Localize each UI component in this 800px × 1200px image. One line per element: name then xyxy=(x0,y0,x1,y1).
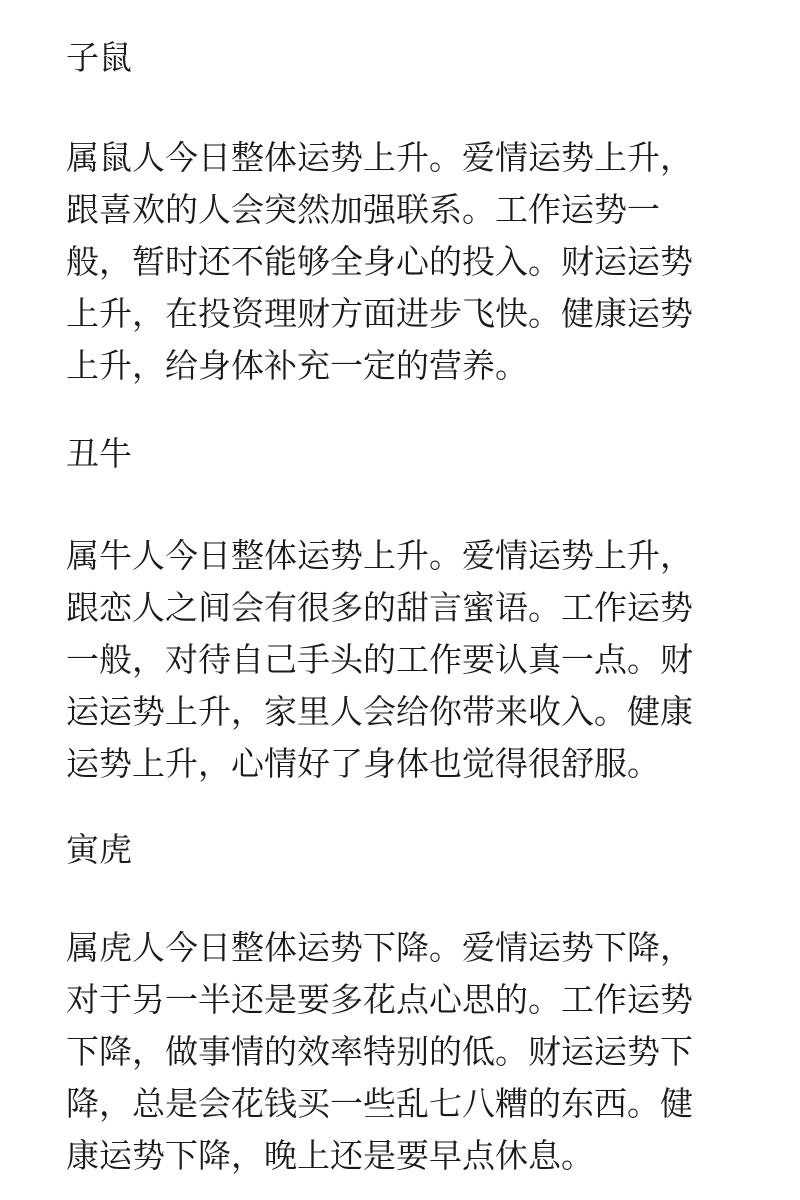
text-line: 般，暂时还不能够全身心的投入。财运运势 xyxy=(66,242,693,281)
text-line: 降，总是会花钱买一些乱七八糟的东西。健 xyxy=(66,1084,693,1123)
text-line: 下降，做事情的效率特别的低。财运运势下 xyxy=(66,1032,693,1071)
section-title-ox: 丑牛 xyxy=(66,434,132,473)
text-line: 跟喜欢的人会突然加强联系。工作运势一 xyxy=(66,190,660,229)
section-title-rat: 子鼠 xyxy=(66,38,132,77)
section-body-rat xyxy=(66,132,736,392)
text-line: 运势上升，心情好了身体也觉得很舒服。 xyxy=(66,744,660,783)
text-line: 上升，给身体补充一定的营养。 xyxy=(66,346,528,385)
section-body-tiger xyxy=(66,922,736,1182)
text-line: 属鼠人今日整体运势上升。爱情运势上升， xyxy=(66,138,693,177)
text-line: 一般，对待自己手头的工作要认真一点。财 xyxy=(66,640,693,679)
text-line: 运运势上升，家里人会给你带来收入。健康 xyxy=(66,692,693,731)
section-body-ox xyxy=(66,530,736,790)
text-line: 属牛人今日整体运势上升。爱情运势上升， xyxy=(66,536,693,575)
text-line: 跟恋人之间会有很多的甜言蜜语。工作运势 xyxy=(66,588,693,627)
text-line: 属虎人今日整体运势下降。爱情运势下降， xyxy=(66,928,693,967)
text-line: 上升，在投资理财方面进步飞快。健康运势 xyxy=(66,294,693,333)
text-line: 康运势下降，晚上还是要早点休息。 xyxy=(66,1136,594,1175)
text-line: 对于另一半还是要多花点心思的。工作运势 xyxy=(66,980,693,1019)
section-title-tiger: 寅虎 xyxy=(66,830,132,869)
